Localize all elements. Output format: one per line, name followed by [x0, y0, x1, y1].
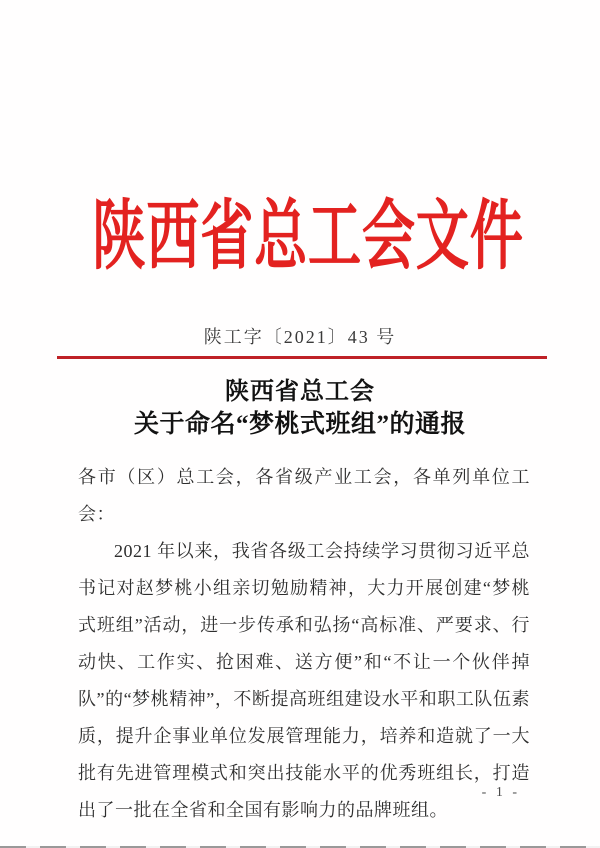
salutation-line: 各市（区）总工会，各省级产业工会，各单列单位工会：: [78, 467, 530, 524]
document-title: [0, 376, 600, 441]
document-reference-number: 陕工字〔2021〕43 号: [203, 327, 397, 347]
letterhead-title: [0, 192, 600, 282]
document-body: [78, 459, 530, 829]
document-title-line1: 陕西省总工会: [225, 379, 375, 405]
letterhead-title-text: 陕西省总工会文件: [92, 195, 524, 279]
document-title-line2: 关于命名“梦桃式班组”的通报: [133, 411, 466, 438]
red-separator-line: [57, 356, 547, 359]
body-paragraph: 2021 年以来，我省各级工会持续学习贯彻习近平总书记对赵梦桃小组亲切勉励精神，大力开展创建“梦桃式班组”活动，进一步传承和弘扬“高标准、严要求、行动快、工作实、抢困难、送方便”和“不让一个伙伴掉队”的“梦桃精神”，不断提高班组建设水平和职工队伍素质，提升企事业单位发展管理能力，培养和造就了一大批有先进管理模式和突出技能水平的优秀班组长，打造出了一批在全省和全国有影响力的品牌班组。: [78, 541, 530, 820]
page-number: - 1 -: [481, 785, 520, 800]
